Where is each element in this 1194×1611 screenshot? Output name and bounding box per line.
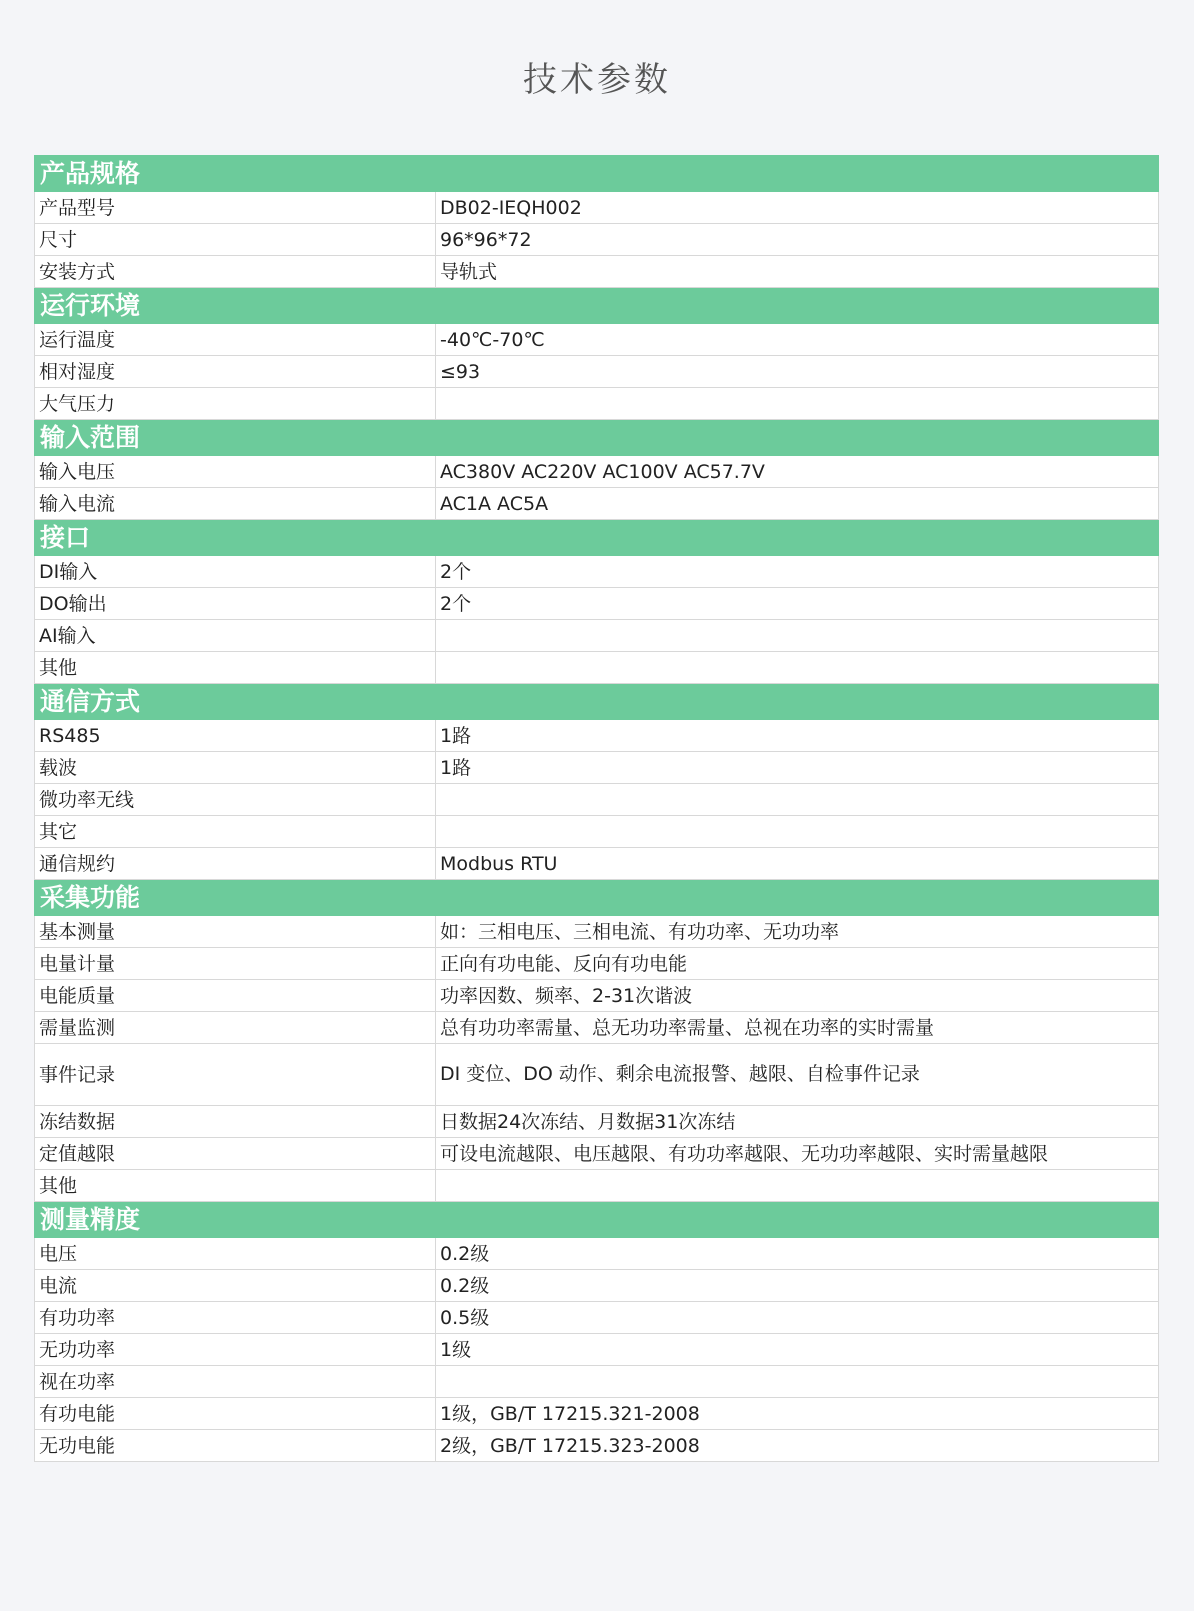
- spec-value: 总有功功率需量、总无功功率需量、总视在功率的实时需量: [436, 1012, 1159, 1044]
- spec-label: 大气压力: [35, 388, 436, 420]
- spec-row: [35, 1302, 1159, 1334]
- spec-row: [35, 224, 1159, 256]
- spec-value: 1路: [436, 752, 1159, 784]
- spec-value: 96*96*72: [436, 224, 1159, 256]
- spec-row: [35, 588, 1159, 620]
- spec-value: 2级，GB/T 17215.323-2008: [436, 1430, 1159, 1462]
- section-header: [35, 420, 1159, 456]
- spec-label: AI输入: [35, 620, 436, 652]
- spec-row: [35, 1334, 1159, 1366]
- spec-table: [34, 155, 1159, 1462]
- spec-label: 有功功率: [35, 1302, 436, 1334]
- spec-value: AC1A AC5A: [436, 488, 1159, 520]
- spec-value: [436, 1170, 1159, 1202]
- spec-label: 相对湿度: [35, 356, 436, 388]
- spec-value: 0.5级: [436, 1302, 1159, 1334]
- spec-label: 产品型号: [35, 192, 436, 224]
- spec-row: [35, 720, 1159, 752]
- spec-label: 电压: [35, 1238, 436, 1270]
- spec-value: 如：三相电压、三相电流、有功功率、无功功率: [436, 916, 1159, 948]
- spec-row: [35, 816, 1159, 848]
- section-header: [35, 684, 1159, 720]
- section-header: [35, 880, 1159, 916]
- spec-row: [35, 752, 1159, 784]
- spec-row: [35, 1012, 1159, 1044]
- section-title: 运行环境: [35, 288, 1159, 324]
- spec-row: [35, 1170, 1159, 1202]
- spec-label: 其它: [35, 816, 436, 848]
- spec-value: AC380V AC220V AC100V AC57.7V: [436, 456, 1159, 488]
- spec-row: [35, 556, 1159, 588]
- spec-label: 运行温度: [35, 324, 436, 356]
- spec-label: DI输入: [35, 556, 436, 588]
- spec-row: [35, 1270, 1159, 1302]
- spec-value: DI 变位、DO 动作、剩余电流报警、越限、自检事件记录: [436, 1044, 1159, 1106]
- spec-label: 输入电流: [35, 488, 436, 520]
- spec-value: 2个: [436, 588, 1159, 620]
- spec-label: 尺寸: [35, 224, 436, 256]
- spec-value: 正向有功电能、反向有功电能: [436, 948, 1159, 980]
- spec-row: [35, 324, 1159, 356]
- spec-label: 视在功率: [35, 1366, 436, 1398]
- spec-label: 电量计量: [35, 948, 436, 980]
- spec-value: [436, 816, 1159, 848]
- spec-label: 通信规约: [35, 848, 436, 880]
- spec-row: [35, 948, 1159, 980]
- spec-value: 2个: [436, 556, 1159, 588]
- section-title: 接口: [35, 520, 1159, 556]
- spec-value: 功率因数、频率、2-31次谐波: [436, 980, 1159, 1012]
- spec-value: ≤93: [436, 356, 1159, 388]
- spec-value: -40℃-70℃: [436, 324, 1159, 356]
- section-header: [35, 288, 1159, 324]
- spec-value: 日数据24次冻结、月数据31次冻结: [436, 1106, 1159, 1138]
- spec-label: 输入电压: [35, 456, 436, 488]
- section-title: 通信方式: [35, 684, 1159, 720]
- spec-row: [35, 620, 1159, 652]
- spec-value: [436, 652, 1159, 684]
- section-header: [35, 156, 1159, 192]
- spec-row: [35, 456, 1159, 488]
- spec-value: [436, 388, 1159, 420]
- spec-value: 可设电流越限、电压越限、有功功率越限、无功功率越限、实时需量越限: [436, 1138, 1159, 1170]
- spec-label: 冻结数据: [35, 1106, 436, 1138]
- spec-label: 微功率无线: [35, 784, 436, 816]
- spec-label: 无功功率: [35, 1334, 436, 1366]
- spec-row: [35, 1106, 1159, 1138]
- spec-value: 0.2级: [436, 1270, 1159, 1302]
- page-title: 技术参数: [523, 60, 671, 100]
- section-title: 产品规格: [35, 156, 1159, 192]
- spec-label: 其他: [35, 1170, 436, 1202]
- spec-label: 基本测量: [35, 916, 436, 948]
- spec-row: [35, 1238, 1159, 1270]
- spec-value: 1路: [436, 720, 1159, 752]
- spec-value: 1级，GB/T 17215.321-2008: [436, 1398, 1159, 1430]
- spec-row: [35, 356, 1159, 388]
- spec-value: [436, 620, 1159, 652]
- spec-row: [35, 488, 1159, 520]
- spec-label: 定值越限: [35, 1138, 436, 1170]
- spec-label: 其他: [35, 652, 436, 684]
- spec-row: [35, 388, 1159, 420]
- spec-row: [35, 848, 1159, 880]
- section-header: [35, 1202, 1159, 1238]
- spec-label: 载波: [35, 752, 436, 784]
- section-title: 采集功能: [35, 880, 1159, 916]
- spec-row: [35, 256, 1159, 288]
- spec-label: 事件记录: [35, 1044, 436, 1106]
- spec-value: Modbus RTU: [436, 848, 1159, 880]
- spec-value: 1级: [436, 1334, 1159, 1366]
- spec-label: 安装方式: [35, 256, 436, 288]
- spec-value: [436, 784, 1159, 816]
- spec-label: 电能质量: [35, 980, 436, 1012]
- spec-row: [35, 1044, 1159, 1106]
- spec-row: [35, 980, 1159, 1012]
- section-title: 输入范围: [35, 420, 1159, 456]
- spec-label: 电流: [35, 1270, 436, 1302]
- spec-row: [35, 916, 1159, 948]
- spec-label: 需量监测: [35, 1012, 436, 1044]
- spec-value: [436, 1366, 1159, 1398]
- spec-row: [35, 1398, 1159, 1430]
- spec-value: 导轨式: [436, 256, 1159, 288]
- spec-label: DO输出: [35, 588, 436, 620]
- spec-label: RS485: [35, 720, 436, 752]
- spec-label: 无功电能: [35, 1430, 436, 1462]
- spec-row: [35, 1366, 1159, 1398]
- spec-value: 0.2级: [436, 1238, 1159, 1270]
- spec-value: DB02-IEQH002: [436, 192, 1159, 224]
- spec-row: [35, 652, 1159, 684]
- section-header: [35, 520, 1159, 556]
- spec-row: [35, 1138, 1159, 1170]
- spec-row: [35, 192, 1159, 224]
- spec-row: [35, 1430, 1159, 1462]
- spec-table-body: [35, 156, 1159, 1462]
- section-title: 测量精度: [35, 1202, 1159, 1238]
- spec-row: [35, 784, 1159, 816]
- spec-label: 有功电能: [35, 1398, 436, 1430]
